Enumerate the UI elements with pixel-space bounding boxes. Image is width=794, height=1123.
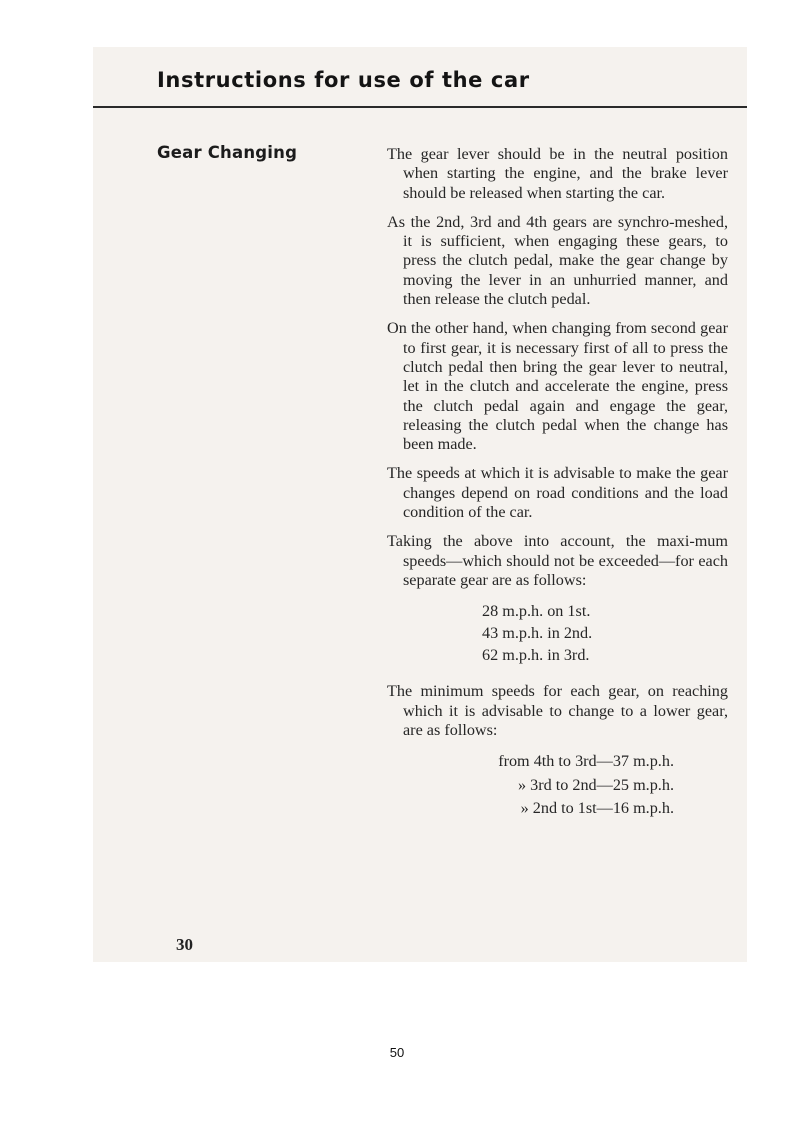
list-item: » 2nd to 1st—16 m.p.h. <box>520 799 674 818</box>
maximum-speeds-list <box>482 600 728 666</box>
list-item: 62 m.p.h. in 3rd. <box>482 646 590 665</box>
page-header-title: Instructions for use of the car <box>157 68 530 92</box>
paragraph-changing-to-first: On the other hand, when changing from second gear to first gear, it is necessary first of all to press the clutch pedal then bring the gear lever to neutral, let in the clutch and accelerate the engine, press the clutch pedal again and engage the gear, releasing the clutch pedal when the change has been made. <box>387 319 728 454</box>
list-item: 28 m.p.h. on 1st. <box>482 602 591 621</box>
paragraph-change-speeds: The speeds at which it is advisable to make the gear changes depend on road conditions and the load condition of the car. <box>387 464 728 522</box>
page-number: 30 <box>176 935 193 954</box>
paragraph-neutral-position: The gear lever should be in the neutral position when starting the engine, and the brake lever should be released when starting the car. <box>387 145 728 202</box>
section-heading: Gear Changing <box>157 143 298 162</box>
paragraph-minimum-speeds-intro: The minimum speeds for each gear, on reaching which it is advisable to change to a lower gear, are as follows: <box>387 682 728 739</box>
list-item: » 3rd to 2nd—25 m.p.h. <box>517 775 674 794</box>
header-divider <box>93 106 747 108</box>
minimum-speeds-list <box>387 750 728 821</box>
paragraph-maximum-speeds-intro: Taking the above into account, the maxi-mum speeds—which should not be exceeded—for each separate gear are as follows: <box>387 532 728 589</box>
paragraph-synchromesh: As the 2nd, 3rd and 4th gears are synchro-meshed, it is sufficient, when engaging these gears, to press the clutch pedal, make the gear change by moving the lever in an unhurried manner, and then release the clutch pedal. <box>387 212 728 309</box>
list-item: from 4th to 3rd—37 m.p.h. <box>498 752 674 771</box>
list-item: 43 m.p.h. in 2nd. <box>482 624 593 643</box>
body-text-column <box>387 145 728 821</box>
pdf-page-number: 50 <box>389 1045 405 1060</box>
